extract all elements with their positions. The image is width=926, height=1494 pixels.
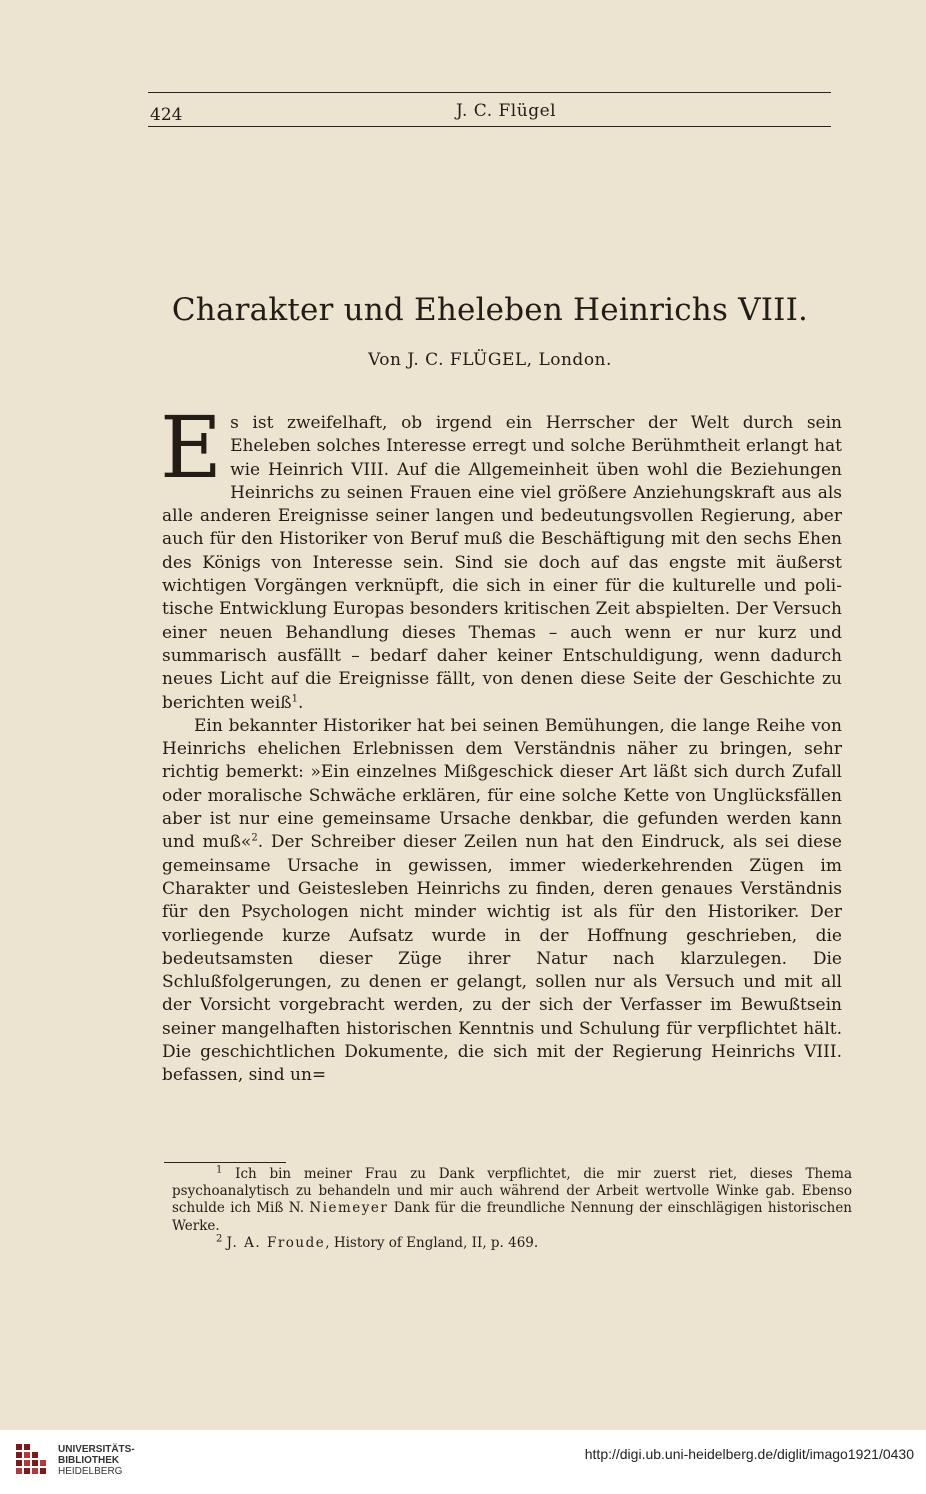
header-bottom-rule — [148, 126, 831, 127]
viewer-footer — [0, 1430, 926, 1494]
footnote-2-mark: 2 — [216, 1233, 223, 1245]
paragraph-2-text-b: . Der Schreiber dieser Zeilen nun hat den Eindruck, als sei diese gemeinsame Ursache in gewissen, immer wiederkehrenden Zügen im Charakter und Geistesleben Heinrichs zu finden, deren genaues Verständnis für den Psychologen nicht minder wichtig ist als für den Historiker. Der vorliegende kurze Aufsatz wurde in der Hoffnung geschrieben, die bedeutsamsten dieser Züge ihrer Natur nach klarzulegen. Die Schlußfolgerungen, zu denen er gelangt, sollen nur als Versuch und mit all der Vorsicht vorgebracht werden, zu der sich der Verfasser im Bewußtsein seiner mangelhaften historischen Kenntnis und Schulung für verpflichtet hält. Die geschichtlichen Dokumente, die sich mit der Regierung Heinrichs VIII. befassen, sind un= — [162, 832, 842, 1086]
paragraph-2 — [162, 715, 842, 1088]
paragraph-1 — [160, 399, 842, 715]
footnote-1-text-a: Ich bin meiner Frau zu Dank verpflichtet, die mir zuerst riet, dieses Thema psychoanalytisch zu behandeln und mir auch während der Arbeit wertvolle Winke gab. Ebenso schulde ich Miß N. — [172, 1166, 853, 1217]
footnote-2-text: , History of England, II, p. 469. — [325, 1234, 539, 1251]
article-byline: Von J. C. FLÜGEL, London. — [368, 350, 612, 370]
paragraph-1-end: . — [298, 692, 304, 713]
header-top-rule — [148, 92, 831, 93]
article-title: Charakter und Eheleben Heinrichs VIII. — [171, 292, 809, 328]
footnote-1 — [172, 1166, 852, 1235]
footnote-2-author: J. A. Froude — [226, 1234, 326, 1251]
paragraph-1-text: s ist zweifelhaft, ob irgend ein Herrscher der Welt durch sein Eheleben solches Interesse erregt und solche Berühmtheit erlangt hat wie Heinrich VIII. Auf die Allgemeinheit üben wohl die Beziehungen Heinrichs zu seinen Frauen eine viel größere Anziehungskraft aus als alle anderen Ereignisse seiner langen und bedeutungsvollen Regierung, aber auch für den Historiker von Beruf muß die Beschäftigung mit den sechs Ehen des Königs von Interesse sein. Sind sie doch auf das engste mit äußerst wichtigen Vorgängen verknüpft, die sich in einer für die kulturelle und politische Entwicklung Europas besonders kritischen Zeit abspielten. Der Versuch einer neuen Behandlung dieses Themas – auch wenn er nur kurz und summarisch ausfällt – bedarf daher keiner Entschuldigung, wenn dadurch neues Licht auf die Ereignisse fällt, von denen diese Seite der Geschichte zu berichten weiß — [162, 413, 842, 713]
footnotes — [172, 1166, 852, 1252]
source-url-link[interactable]: http://digi.ub.uni-heidelberg.de/diglit/imago1921/0430 — [584, 1446, 914, 1462]
paragraph-2-text-a: Ein bekannter Historiker hat bei seinen Bemühungen, die lange Reihe von Heinrichs ehelichen Erlebnissen dem Verständnis näher zu bringen, sehr richtig bemerkt: »Ein einzelnes Mißgeschick dieser Art läßt sich durch Zufall oder moralische Schwäche erklären, für eine solche Kette von Unglücksfällen aber ist nur eine gemeinsame Ursache denkbar, die gefunden werden kann und muß« — [162, 715, 842, 853]
running-head: J. C. Flügel — [456, 101, 557, 121]
university-logo-icon — [14, 1442, 52, 1478]
page-number: 424 — [150, 105, 183, 125]
library-name — [58, 1444, 135, 1477]
footnote-1-mark: 1 — [216, 1164, 223, 1176]
page-header — [148, 92, 831, 132]
library-line-1: UNIVERSITÄTS- — [58, 1444, 135, 1455]
footnote-1-name: Niemeyer — [309, 1200, 389, 1217]
drop-cap: E — [160, 399, 223, 498]
footnote-2 — [172, 1235, 852, 1252]
footnote-rule — [164, 1162, 286, 1163]
footnote-1-text-b: Dank für die freundliche Nennung der einschlägigen historischen Werke. — [172, 1200, 853, 1234]
article-body — [160, 399, 842, 1088]
library-line-2: BIBLIOTHEK — [58, 1455, 120, 1466]
library-line-3: HEIDELBERG — [58, 1466, 123, 1477]
footnote-ref-2: 2 — [251, 832, 258, 844]
footnote-ref-1: 1 — [291, 692, 298, 704]
